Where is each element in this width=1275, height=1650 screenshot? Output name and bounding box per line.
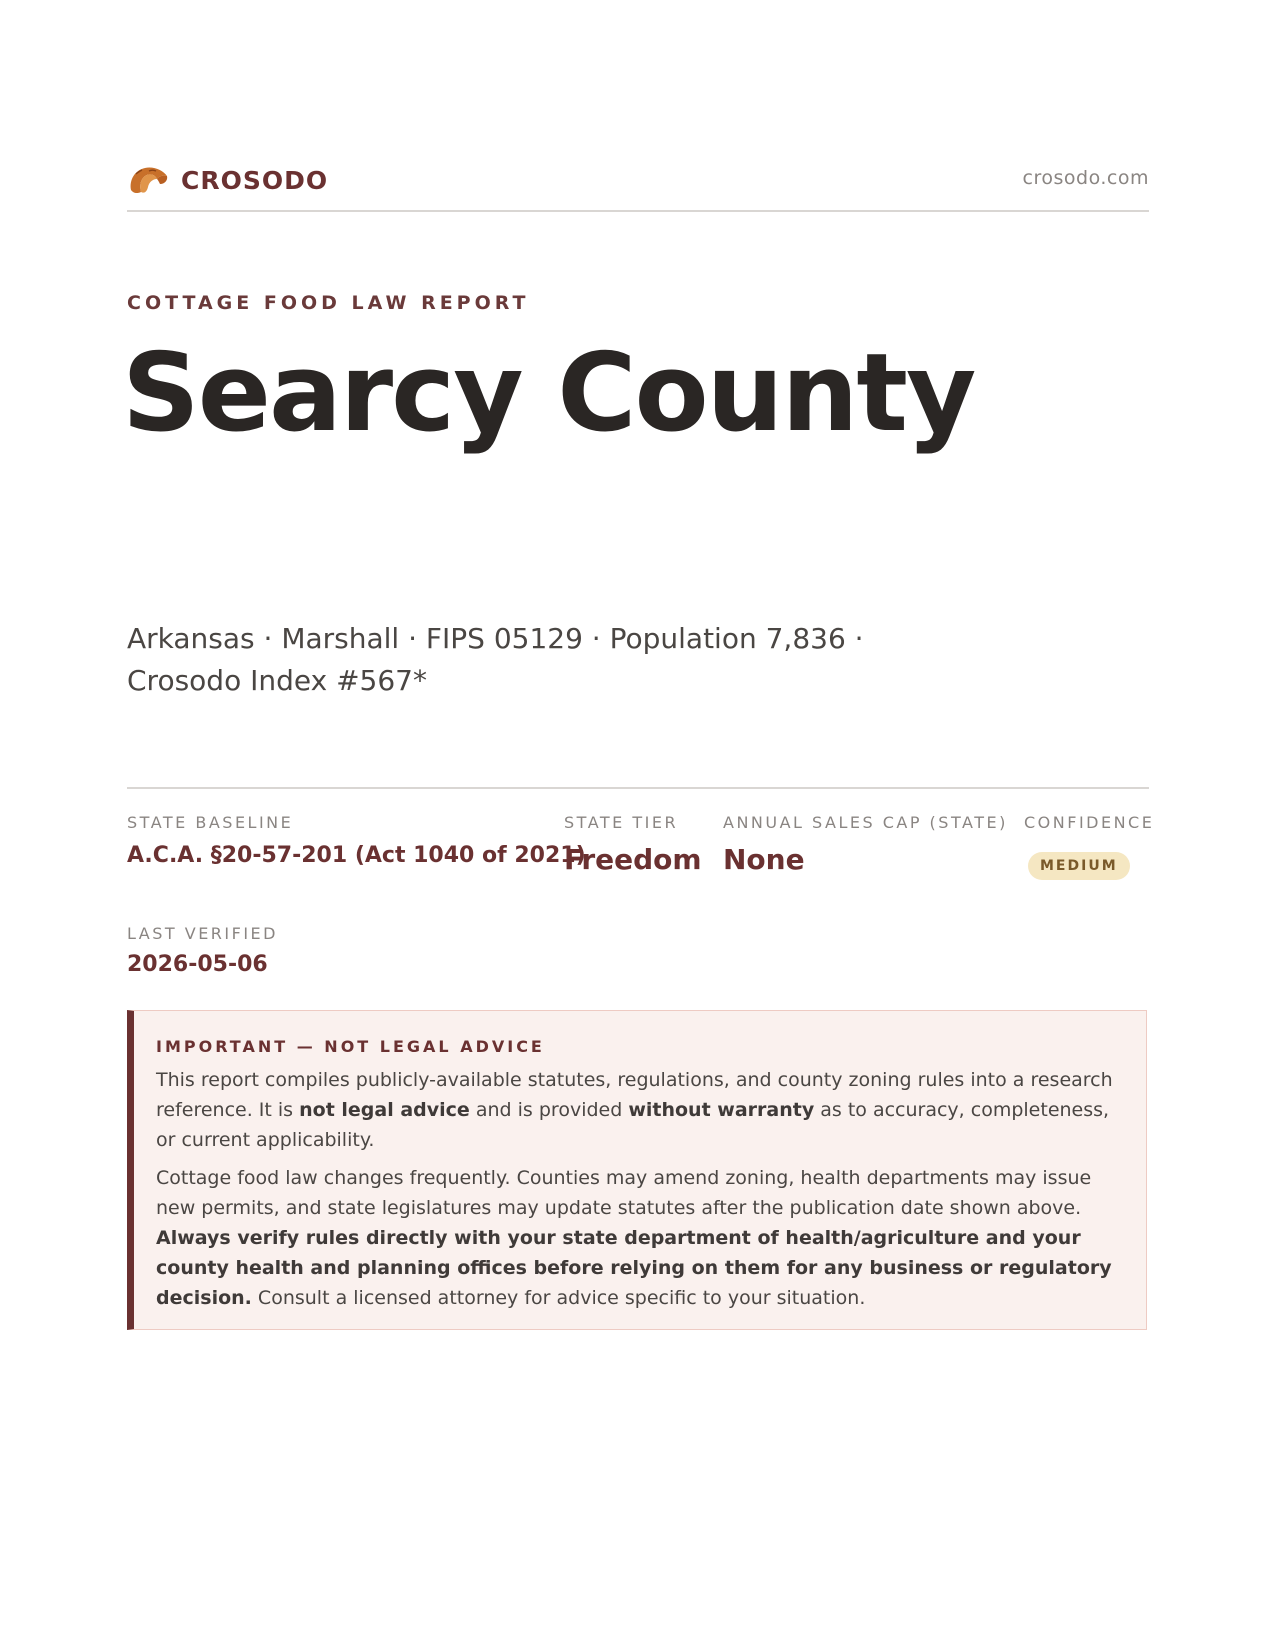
brand[interactable] xyxy=(127,160,328,200)
notice-p1-text: and is provided xyxy=(469,1099,629,1121)
last-verified-value: 2026-05-06 xyxy=(127,952,268,977)
last-verified-label: LAST VERIFIED xyxy=(127,924,278,943)
notice-p1-emphasis: not legal advice xyxy=(299,1099,470,1121)
notice-paragraph-2 xyxy=(156,1163,1116,1313)
site-url[interactable]: crosodo.com xyxy=(1022,167,1149,189)
legal-notice xyxy=(127,1010,1147,1330)
confidence-badge: MEDIUM xyxy=(1028,852,1130,880)
notice-paragraph-1 xyxy=(156,1065,1116,1155)
meta-line-1: Arkansas · Marshall · FIPS 05129 · Population 7,836 · xyxy=(127,622,864,655)
page-header xyxy=(127,158,1149,212)
notice-p1-text: as to accuracy, completeness, or current applicability. xyxy=(156,1099,1110,1151)
section-divider xyxy=(127,787,1149,789)
sales-cap-label: ANNUAL SALES CAP (STATE) xyxy=(723,813,1008,832)
notice-p2-text: Consult a licensed attorney for advice specific to your situation. xyxy=(251,1287,866,1309)
state-tier-label: STATE TIER xyxy=(564,813,679,832)
notice-p2-emphasis: Always verify rules directly with your state department of health/agriculture and your county health and planning offices before relying on them for any business or regulatory decision. xyxy=(156,1227,1112,1309)
state-baseline-label: STATE BASELINE xyxy=(127,813,294,832)
state-baseline-value: A.C.A. §20-57-201 (Act 1040 of 2021) xyxy=(127,843,586,868)
confidence-label: CONFIDENCE xyxy=(1024,813,1155,832)
notice-title: IMPORTANT — NOT LEGAL ADVICE xyxy=(156,1037,545,1056)
sales-cap-value: None xyxy=(723,843,805,876)
notice-p1-text: This report compiles publicly-available statutes, regulations, and county zoning rules into a research reference. It is xyxy=(156,1069,1113,1121)
croissant-icon xyxy=(127,160,169,200)
brand-name: CROSODO xyxy=(181,165,329,195)
county-meta xyxy=(127,618,887,702)
notice-p1-emphasis: without warranty xyxy=(628,1099,815,1121)
report-kicker: COTTAGE FOOD LAW REPORT xyxy=(127,292,530,314)
notice-p2-text: Cottage food law changes frequently. Counties may amend zoning, health departments may issue new permits, and state legislatures may update statutes after the publication date shown above. xyxy=(156,1167,1092,1219)
page-title: Searcy County xyxy=(122,331,975,456)
state-tier-value: Freedom xyxy=(564,843,702,876)
meta-line-2: Crosodo Index #567* xyxy=(127,664,427,697)
